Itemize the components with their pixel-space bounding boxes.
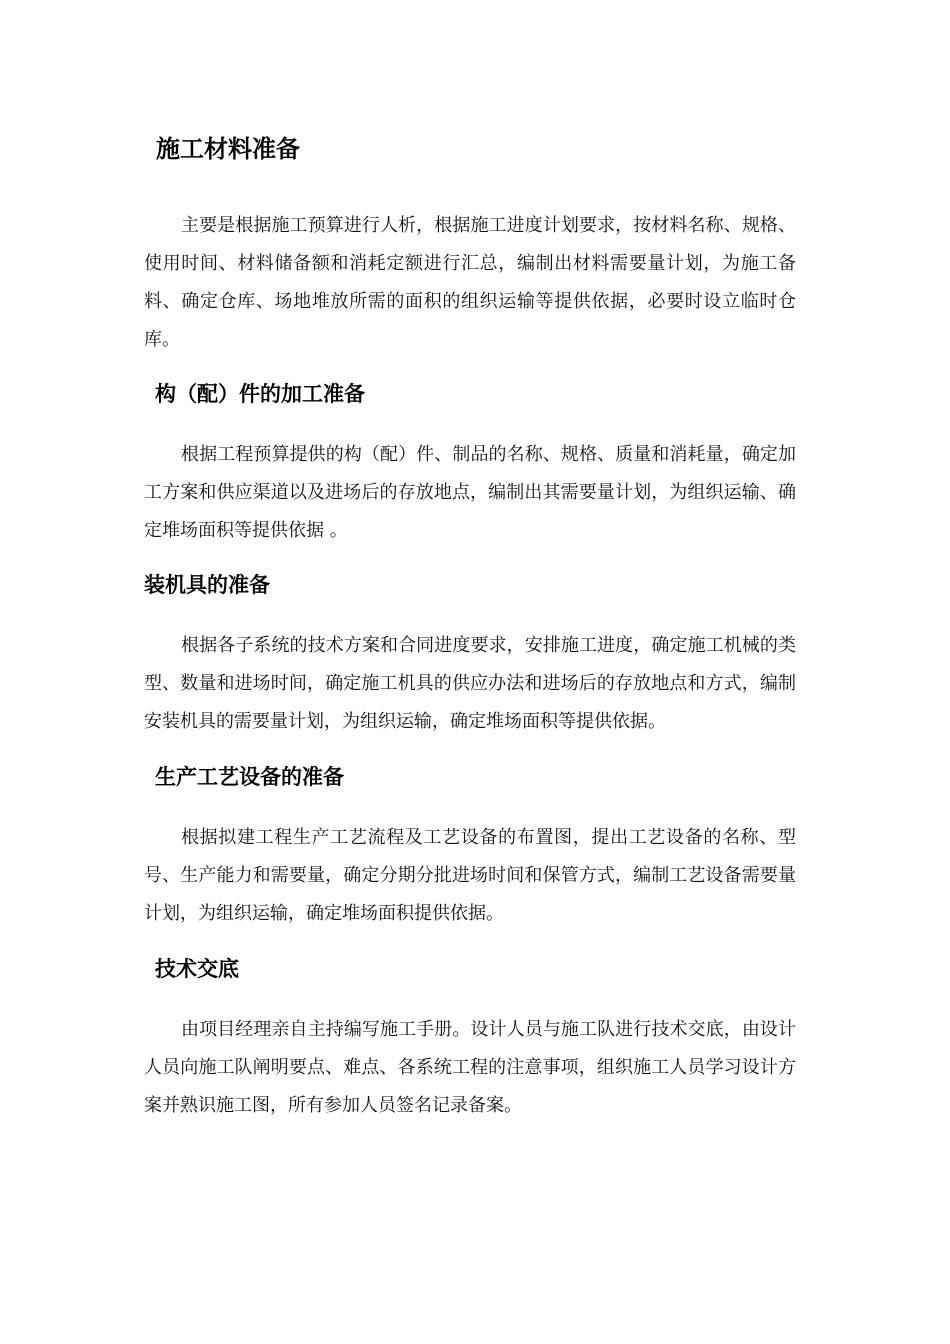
section-heading-process-equipment: 生产工艺设备的准备 (155, 765, 344, 789)
section-heading-material-prep: 施工材料准备 (156, 135, 300, 163)
section-body-technical-briefing: 由项目经理亲自主持编写施工手册。设计人员与施工队进行技术交底，由设计人员向施工队阐明要点、难点、各系统工程的注意事项，组织施工人员学习设计方案并熟识施工图，所有参加人员签名记录备案。 (144, 1019, 796, 1116)
section-heading-equipment-tools: 装机具的准备 (144, 573, 270, 597)
section-heading-technical-briefing: 技术交底 (155, 957, 239, 981)
section-body-material-prep: 主要是根据施工预算进行人析，根据施工进度计划要求，按材料名称、规格、使用时间、材料储备额和消耗定额进行汇总，编制出材料需要量计划，为施工备料、确定仓库、场地堆放所需的面积的组织运输等提供依据，必要时设立临时仓库。 (144, 215, 796, 350)
section-body-component-processing: 根据工程预算提供的构（配）件、制品的名称、规格、质量和消耗量，确定加工方案和供应渠道以及进场后的存放地点，编制出其需要量计划，为组织运输、确定堆场面积等提供依据 。 (144, 444, 796, 541)
section-body-equipment-tools: 根据各子系统的技术方案和合同进度要求，安排施工进度，确定施工机械的类型、数量和进场时间，确定施工机具的供应办法和进场后的存放地点和方式，编制安装机具的需要量计划，为组织运输，确定堆场面积等提供依据。 (144, 635, 796, 732)
section-body-process-equipment: 根据拟建工程生产工艺流程及工艺设备的布置图，提出工艺设备的名称、型号、生产能力和需要量，确定分期分批进场时间和保管方式，编制工艺设备需要量计划，为组织运输，确定堆场面积提供依据。 (144, 827, 796, 924)
section-heading-component-processing: 构（配）件的加工准备 (155, 382, 365, 406)
